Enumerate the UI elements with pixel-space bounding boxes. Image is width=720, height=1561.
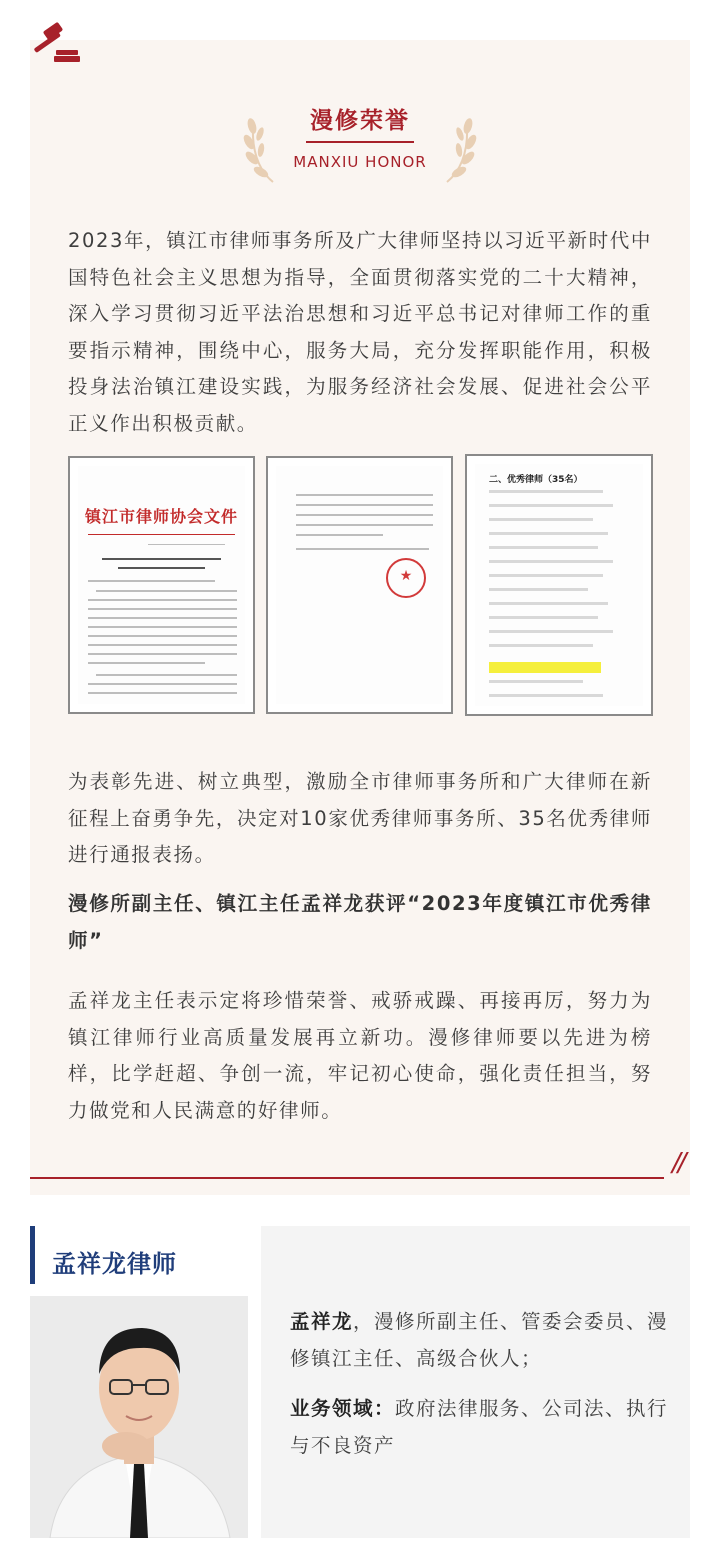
- profile-roles: [290, 1304, 670, 1377]
- highlighted-entry: [489, 662, 601, 673]
- profile-info-box: [261, 1226, 690, 1538]
- document-image-notice-cover: [68, 456, 255, 714]
- profile-roles-text: ，漫修所副主任、管委会委员、漫修镇江主任、高级合伙人；: [290, 1310, 669, 1370]
- official-seal: [386, 558, 426, 598]
- lawyer-photo: [30, 1296, 248, 1538]
- document-image-notice-page2: [266, 456, 453, 714]
- document-images: [68, 454, 653, 716]
- honor-list-title: 二、优秀律师（35名）: [489, 475, 583, 485]
- document-image-honor-list: [465, 454, 653, 716]
- section-title-en: MANXIU HONOR: [293, 153, 427, 171]
- intro-paragraph: 2023年，镇江市律师事务所及广大律师坚持以习近平新时代中国特色社会主义思想为指导，全面贯彻落实党的二十大精神，深入学习贯彻习近平法治思想和习近平总书记对律师工作的重要指示精神，围绕中心，服务大局，充分发挥职能作用，积极投身法治镇江建设实践，为服务经济社会发展、促进社会公平正义作出积极贡献。: [68, 229, 652, 435]
- profile-title: 孟祥龙律师: [52, 1250, 177, 1278]
- divider-slashes: //: [672, 1148, 684, 1178]
- section-divider: [30, 1177, 664, 1179]
- practice-areas: 政府法律服务、公司法、执行与不良资产: [290, 1397, 669, 1457]
- profile-practice: [290, 1391, 670, 1464]
- section-title: [0, 100, 720, 171]
- award-headline: 漫修所副主任、镇江主任孟祥龙获评“2023年度镇江市优秀律师”: [68, 892, 652, 952]
- section-title-cn: 漫修荣誉: [306, 100, 414, 143]
- statement-paragraph: 孟祥龙主任表示定将珍惜荣誉、戒骄戒躁、再接再厉，努力为镇江律师行业高质量发展再立新功。漫修律师要以先进为榜样，比学赶超、争创一流，牢记初心使命，强化责任担当，努力做党和人民满意的好律师。: [68, 989, 652, 1122]
- gavel-icon: [30, 20, 82, 64]
- commendation-paragraph: 为表彰先进、树立典型，激励全市律师事务所和广大律师在新征程上奋勇争先，决定对10家优秀律师事务所、35名优秀律师进行通报表扬。: [68, 770, 652, 866]
- profile-name: 孟祥龙: [290, 1310, 354, 1333]
- practice-label: 业务领域：: [290, 1397, 396, 1420]
- document-heading: 镇江市律师协会文件: [84, 507, 238, 526]
- profile-accent-bar: [30, 1226, 35, 1284]
